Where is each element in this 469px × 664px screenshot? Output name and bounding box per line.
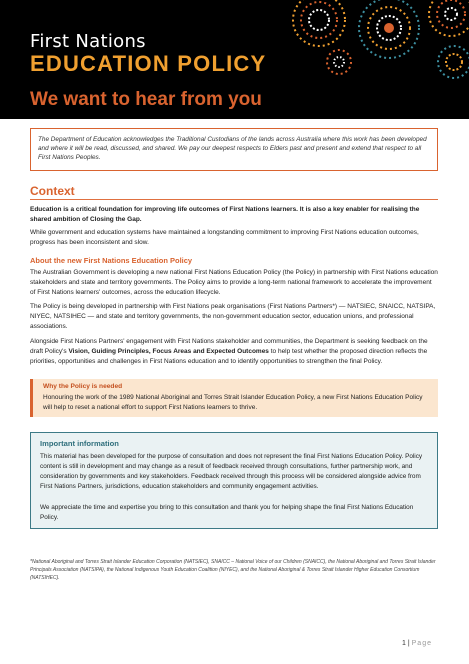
context-lead: Education is a critical foundation for improving life outcomes of First Nations learners. It is also a key enabler for realising the shared ambition of Closing the Gap. (30, 206, 420, 224)
page-label: Page (411, 640, 432, 647)
about-paragraph-3-tail: to help test whether the proposed direction reflects the priorities, opportunities and challenges in First Nations education and to identify opportunities to strengthen the final Policy. (30, 348, 428, 366)
context-heading: Context (30, 184, 75, 198)
about-heading: About the new First Nations Education Policy (30, 256, 193, 265)
page-header (0, 0, 469, 119)
page-number (402, 640, 432, 647)
context-heading-rule (30, 199, 438, 200)
brand-title-line2: EDUCATION POLICY (30, 51, 267, 76)
page-headline: We want to hear from you (30, 89, 262, 110)
context-paragraph: While government and education systems have maintained a longstanding commitment to improving First Nations education outcomes, progress has been inconsistent and slow. (30, 229, 419, 247)
about-paragraph-2: The Policy is being developed in partnership with First Nations peak organisations (First Nations Partners*) — NATSIEC, SNAICC, NATSIPA, NIYEC, NATSIHEC — and state and territory governments, the non-government education sector, education unions, and professional associations. (30, 303, 436, 331)
about-paragraph-1: The Australian Government is developing a new national First Nations Education Policy (the Policy) in partnership with First Nations education stakeholders and state and territory governments. The Policy aims to provide a long-term national framework to accelerate the improvement of First Nations learners' outcomes, across the education lifecycle. (30, 269, 438, 297)
important-info-paragraph-2: We appreciate the time and expertise you bring to this consultation and thank you for helping shape the final First Nations Education Policy. (40, 504, 414, 522)
important-info-box (30, 432, 438, 529)
brand-title-line1: First Nations (30, 31, 146, 52)
footnote: *National Aboriginal and Torres Strait Islander Education Corporation (NATSIEC), SNAICC – National Voice of our Children (SNAICC), the National Aboriginal and Torres Strait Islander Principals Association (NATSIPA), the National Indigenous Youth Education Coalition (NIYEC), and the National Aboriginal & Torres Strait Islander Higher Education Consortium (NATSIHEC). (30, 559, 436, 581)
important-info-paragraph-1: This material has been developed for the purpose of consultation and does not represent the final First Nations Education Policy. Policy content is still in development and may change as a result of feedback received through consultations, further partnership work, and consideration by governments and key stakeholders. Feedback received through this process will be considered alongside advice from First Nations Partners, jurisdictions, education stakeholders and community engagement activities. (40, 453, 423, 491)
important-info-title: Important information (40, 439, 119, 448)
about-paragraph-3 (30, 337, 438, 368)
why-callout-text: Honouring the work of the 1989 National Aboriginal and Torres Strait Islander Education Policy, a new First Nations Education Policy will help to reset a national effort to support First Nations learners to thrive. (43, 394, 423, 412)
page-number-separator: | (407, 640, 410, 647)
why-callout-title: Why the Policy is needed (43, 383, 123, 390)
dot-painting-artwork (279, 0, 469, 80)
acknowledgement-text: The Department of Education acknowledges the Traditional Custodians of the lands across Australia where this work has been developed and where it will be read, discussed, and shared. We pay our deepest respects to Elders past and present and extend that respect to all First Nations Peoples. (38, 136, 427, 162)
about-paragraph-3-text: Alongside First Nations Partners' engagement with First Nations stakeholder and communities, the Department is seeking feedback on the draft Policy's (30, 338, 428, 356)
page-number-value: 1 (402, 640, 406, 647)
why-callout (30, 379, 438, 417)
about-paragraph-3-emphasis: Vision, Guiding Principles, Focus Areas and Expected Outcomes (68, 348, 269, 356)
